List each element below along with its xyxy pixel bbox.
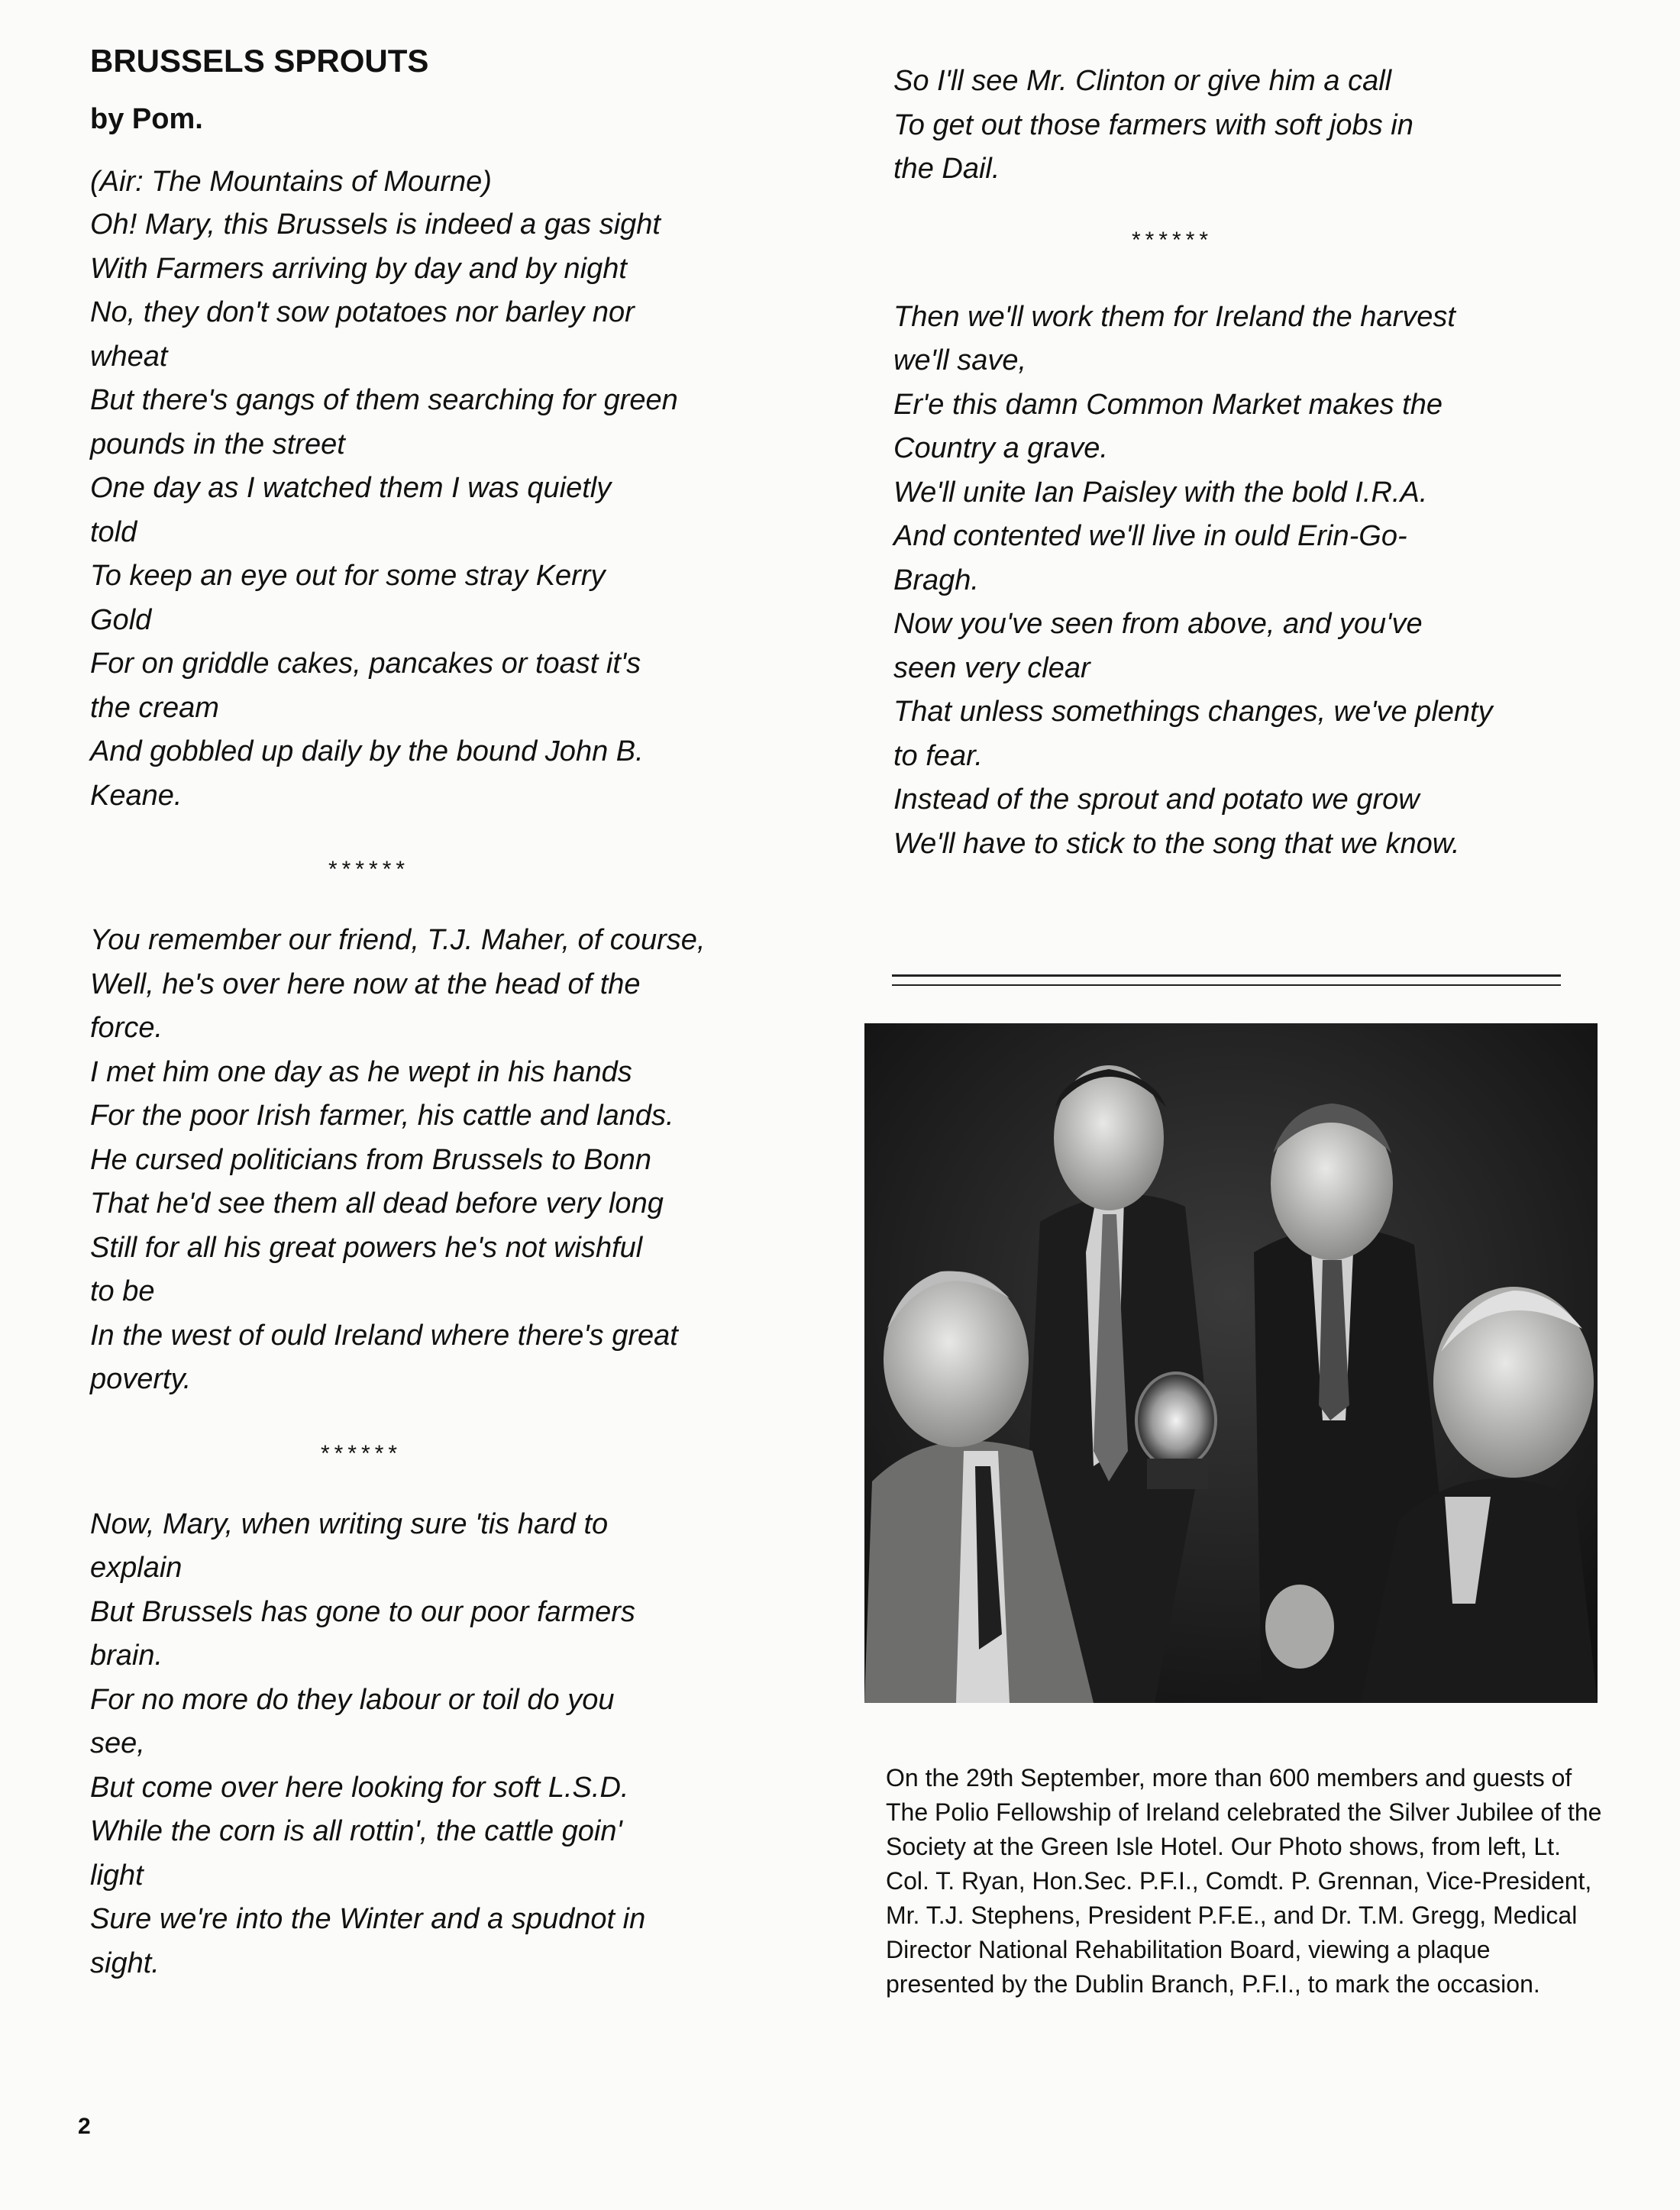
poem-line: To get out those farmers with soft jobs in the Dail. (893, 108, 1413, 185)
poem-line: For on griddle cakes, pancakes or toast it's the cream (90, 648, 641, 724)
poem-line: That he'd see them all dead before very long (90, 1187, 664, 1220)
poem-line: Now, Mary, when writing sure 'tis hard to explain (90, 1507, 609, 1584)
stanza-1 (90, 203, 861, 818)
poem-line: With Farmers arriving by day and by night (90, 252, 627, 285)
poem-line: But there's gangs of them searching for green pounds in the street (90, 384, 678, 460)
stanza-separator: ****** (328, 857, 410, 882)
poem-line: One day as I watched them I was quietly told (90, 472, 612, 548)
double-rule-divider (892, 974, 1561, 986)
poem-line: Instead of the sprout and potato we grow (893, 784, 1420, 816)
poem-line: While the corn is all rottin', the cattle goin' light (90, 1815, 622, 1892)
stanza-separator: ****** (321, 1440, 402, 1466)
page-number: 2 (78, 2114, 91, 2139)
poem-line: I met him one day as he wept in his hands (90, 1055, 632, 1088)
poem-line: Er'e this damn Common Market makes the Country a grave. (893, 388, 1443, 464)
poem-line: Now you've seen from above, and you've seen very clear (893, 608, 1423, 684)
poem-line: No, they don't sow potatoes nor barley nor wheat (90, 296, 635, 373)
poem-line: You remember our friend, T.J. Maher, of course, (90, 924, 706, 956)
poem-line: For the poor Irish farmer, his cattle and lands. (90, 1100, 674, 1132)
stanza-separator: ****** (1132, 227, 1213, 253)
poem-air: (Air: The Mountains of Mourne) (90, 166, 492, 198)
stanza-3-continued (893, 60, 1573, 192)
poem-title: BRUSSELS SPROUTS (90, 43, 429, 79)
poem-line: For no more do they labour or toil do you see, (90, 1683, 615, 1759)
poem-line: He cursed politicians from Brussels to Bonn (90, 1143, 651, 1176)
group-photograph (864, 1023, 1598, 1703)
photo-caption: On the 29th September, more than 600 members and guests of The Polio Fellowship of Ireland celebrated the Silver Jubilee of the Society at the Green Isle Hotel. Our Photo shows, from left, Lt. Col. T. Ryan, Hon.Sec. P.F.I., Comdt. P. Grennan, Vice-President, Mr. T.J. Stephens, President P.F.E., and Dr. T.M. Gregg, Medical Director National Rehabilitation Board, viewing a plaque presented by the Dublin Branch, P.F.I., to mark the occasion. (886, 1764, 1602, 1998)
poem-line: But come over here looking for soft L.S.D. (90, 1771, 629, 1804)
photo-illustration (864, 1023, 1598, 1703)
poem-line: Oh! Mary, this Brussels is indeed a gas sight (90, 208, 661, 241)
poem-line: Sure we're into the Winter and a spudnot in sight. (90, 1903, 646, 1979)
left-column (90, 38, 861, 1985)
poem-line: We'll unite Ian Paisley with the bold I.R.A. (893, 476, 1428, 509)
poem-line: Well, he's over here now at the head of the force. (90, 968, 641, 1044)
poem-author: by Pom. (90, 103, 203, 135)
poem-line: To keep an eye out for some stray Kerry Gold (90, 560, 606, 636)
stanza-2 (90, 919, 861, 1402)
poem-line: And gobbled up daily by the bound John B. Keane. (90, 735, 644, 812)
poem-line: Then we'll work them for Ireland the harvest we'll save, (893, 300, 1455, 376)
poem-line: We'll have to stick to the song that we know. (893, 827, 1460, 860)
stanza-4 (893, 296, 1573, 867)
poem-line: So I'll see Mr. Clinton or give him a call (893, 65, 1392, 97)
poem-line: But Brussels has gone to our poor farmers brain. (90, 1595, 635, 1672)
poem-line: In the west of ould Ireland where there's great poverty. (90, 1319, 678, 1395)
stanza-3 (90, 1503, 861, 1986)
poem-line: Still for all his great powers he's not wishful to be (90, 1231, 643, 1307)
right-column (893, 60, 1573, 866)
poem-line: That unless somethings changes, we've plenty to fear. (893, 696, 1493, 772)
poem-line: And contented we'll live in ould Erin-Go- Bragh. (893, 520, 1407, 596)
